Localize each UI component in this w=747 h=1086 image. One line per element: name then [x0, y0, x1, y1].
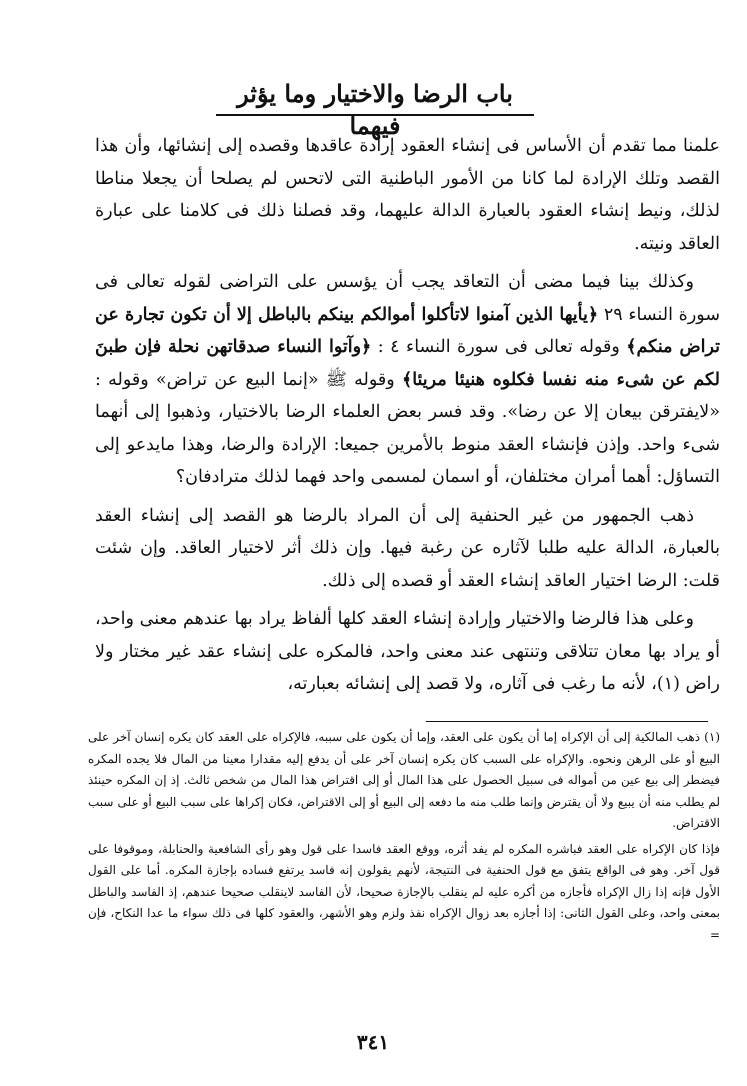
paragraph-2-text-a: وكذلك بينا فيما مضى أن التعاقد يجب أن يؤسس على التراضى لقوله تعالى فى سورة النساء ٢٩ [95, 272, 720, 325]
paragraph-2-text-c: وقوله ﷺ «إنما البيع عن تراض» وقوله : «لايفترقن بيعان إلا عن رضا». وقد فسر بعض العلماء الرضا بالاختيار، وذهبوا إلى أنهما شىء واحد. وإذن فإنشاء العقد منوط بالأمرين جميعا: الإرادة والرضا، وهذا مايدعو إلى التساؤل: أهما أمران مختلفان، أو اسمان لمسمى واحد فهما لذلك مترادفان؟ [95, 369, 720, 487]
paragraph-2 [95, 266, 720, 494]
paragraph-4 [95, 603, 720, 701]
quran-verse-2: ﴿وآتوا النساء صدقاتهن نحلة فإن طبنَ لكم عن شىء منه نفسا فكلوه هنيئا مريئا﴾ [95, 337, 720, 390]
title-underline [216, 114, 534, 116]
footnote-2: فإذا كان الإكراه على العقد فباشره المكره لم يفد أثره، ووقع العقد فاسدا على قول وهو رأى الشافعية والحنابلة، وموقوفا على قول آخر. وهو فى الواقع يتفق مع قول الحنفية فى النتيجة، لأنهم يقولون إنه فاسد يرتفع فساده بإجازة المكره. أما على القول الأول فإنه إذا زال الإكراه فأجازه من أكره عليه لم ينقلب بالإجازة صحيحا، لأن الفاسد لاينقلب صحيحا عندهم، إذ الفاسد والباطل بمعنى واحد، وعلى القول الثانى: إذا أجازه بعد زوال الإكراه نفذ ولزم وهو الأشهر، والعقود كلها فى ذلك سواء ما عدا النكاح، فإن = [88, 841, 720, 942]
paragraph-4-text-b: ، لأنه ما رغب فى آثاره، ولا قصد إلى إنشائه بعبارته، [287, 674, 657, 694]
footnote-separator [426, 721, 708, 722]
paragraph-3: ذهب الجمهور من غير الحنفية إلى أن المراد بالرضا هو القصد إلى إنشاء العقد بالعبارة، الدالة عليه طلبا لآثاره عن رغبة فيها. وإن ذلك أثر لاختيار العاقد. وإن شئت قلت: الرضا اختيار العاقد إنشاء العقد أو قصده إلى ذلك. [95, 505, 720, 591]
chapter-title: باب الرضا والاختيار وما يؤثر فيهما [237, 79, 513, 140]
paragraph-2-text-b: وقوله تعالى فى سورة النساء ٤ : [371, 337, 627, 357]
footnote-reference: (١) [656, 674, 680, 694]
paragraph-1: علمنا مما تقدم أن الأساس فى إنشاء العقود إرادة عاقدها وقصده إلى إنشائها، وأن هذا القصد وتلك الإرادة لما كانا من الأمور الباطنية التى لاتحس لم يصلحا أن يجعلا مناطا لذلك، ونيط إنشاء العقود بالعبارة الدالة عليهما، وقد فصلنا ذلك فى كلامنا على عبارة العاقد ونيته. [95, 136, 720, 254]
quran-verse-1: ﴿يأيها الذين آمنوا لاتأكلوا أموالكم بينكم بالباطل إلا أن تكون تجارة عن تراض منكم﴾ [95, 304, 721, 357]
footnote-1: (١) ذهب المالكية إلى أن الإكراه إما أن يكون على العقد، وإما أن يكون على سببه، فالإكراه على العقد كان يكره إنسان آخر على البيع أو على الرهن ونحوه. والإكراه على السبب كان يكره إنسان آخر على أن يدفع إليه مقدارا معينا من المال فلا يجده المكره فيضطر إلى بيع عين من أمواله فى سبيل الحصول على هذا المال أو إلى اقتراض هذا المال من شخص ثالث. إذ إن المكره حينئذ لم يطلب منه أن يبيع ولا أن يقترض وإنما طلب منه ما دفعه إلى البيع أو إلى الاقتراض، فكان إكراها على سبب البيع أو على سبب الاقتراض. [88, 730, 720, 830]
footnotes [88, 727, 720, 946]
paragraph-4-text-a: وعلى هذا فالرضا والاختيار وإرادة إنشاء العقد كلها ألفاظ يراد بها عندهم معنى واحد، أو يراد بها معان تتلاقى وتنتهى عند معنى واحد، فالمكره على إنشاء عقد غير مختار ولا راض [95, 609, 720, 694]
main-body [95, 130, 720, 701]
page-number: ٣٤١ [356, 1030, 390, 1054]
